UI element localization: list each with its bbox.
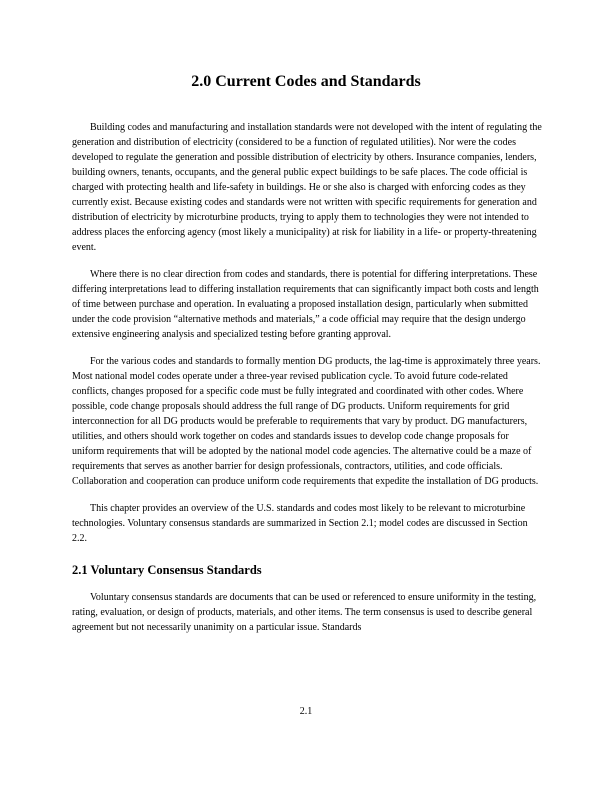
page-number: 2.1 (299, 706, 313, 717)
paragraph-chapter-overview: This chapter provides an overview of the U.S. standards and codes most likely to be relevant to microturbine technologies. Voluntary consensus standards are summarized in Section 2.1; model codes are discussed in Section 2.2. (72, 503, 528, 544)
paragraph-interpretations: Where there is no clear direction from codes and standards, there is potential for differing interpretations. These differing interpretations lead to differing installation requirements that can significantly impact both costs and length of time between purchase and operation. In evaluating a proposed installation design, particularly when submitted under the code provision “alternative methods and materials,” a code official may require that the design undergo extensive engineering analysis and specialized testing before granting approval. (72, 269, 539, 340)
chapter-title: 2.0 Current Codes and Standards (191, 73, 421, 90)
paragraph-intro: Building codes and manufacturing and installation standards were not developed with the intent of regulating the generation and distribution of electricity (considered to be a function of regulated utilities). Nor were the codes developed to regulate the generation and possible distribution of electricity by others. Insurance companies, lenders, building owners, tenants, occupants, and the general public expect buildings to be safe places. The code official is charged with protecting health and life-safety in buildings. He or she also is charged with enforcing codes as they currently exist. Because existing codes and standards were not written with specific requirements for generation and distribution of electricity by microturbine products, trying to apply them to technologies they were not intended to address places the enforcing agency (most likely a municipality) at risk for liability in a life- or property-threatening event. (72, 122, 542, 253)
paragraph-lag-time: For the various codes and standards to formally mention DG products, the lag-time is approximately three years. Most national model codes operate under a three-year revised publication cycle. To avoid future code-related conflicts, changes proposed for a specific code must be fully integrated and coordinated with other codes. Where possible, code change proposals should address the full range of DG products. Uniform requirements for grid interconnection for all DG products would be preferable to requirements that vary by product. DG manufacturers, utilities, and others should work together on codes and standards issues to develop code change proposals for uniform requirements that will be adopted by the national model code agencies. The alternative could be a maze of requirements that serves as another barrier for design professionals, contractors, utilities, and code officials. Collaboration and cooperation can produce uniform code requirements that expedite the installation of DG products. (72, 356, 541, 487)
section-heading: 2.1 Voluntary Consensus Standards (72, 563, 262, 577)
body-text (72, 120, 542, 647)
paragraph-voluntary-standards: Voluntary consensus standards are documents that can be used or referenced to ensure uniformity in the testing, rating, evaluation, or design of products, materials, and other items. The term consensus is used to describe general agreement but not necessarily unanimity on a particular issue. Standards (72, 592, 537, 633)
